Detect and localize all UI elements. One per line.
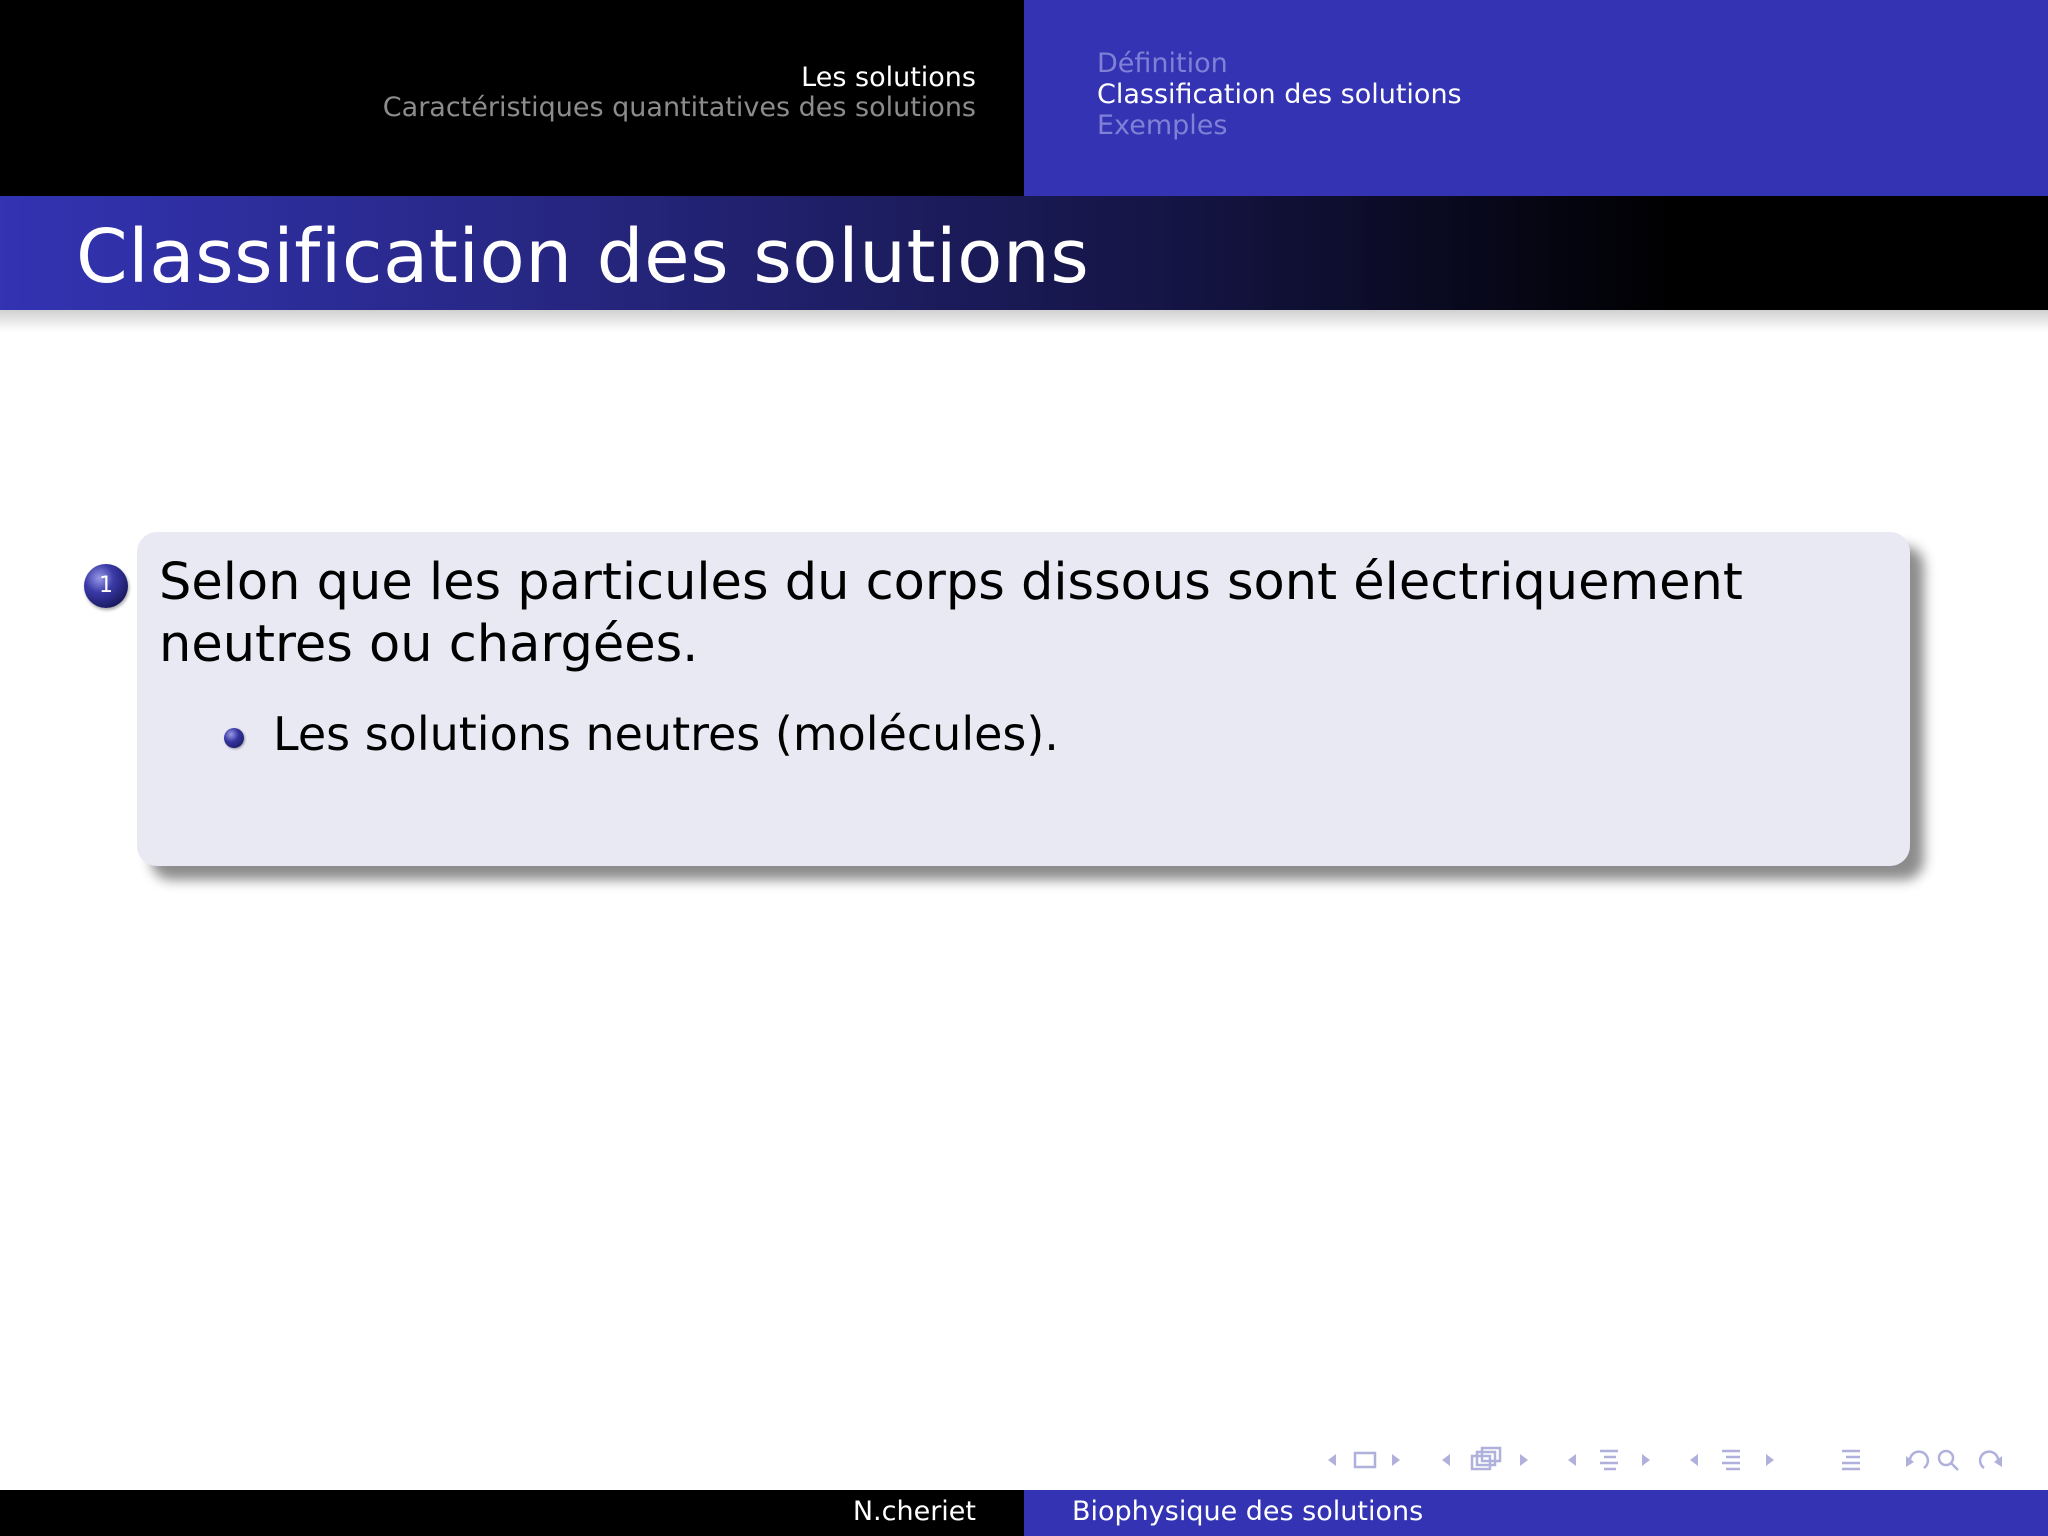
subsection-exemples[interactable]: Exemples [1097, 110, 1228, 141]
subsection-classification[interactable]: Classification des solutions [1097, 79, 1462, 110]
footer-right [1024, 1490, 2048, 1536]
document-icon[interactable] [1842, 1451, 1860, 1469]
subsection-prev-icon[interactable] [1568, 1454, 1576, 1466]
subsection-definition[interactable]: Définition [1097, 48, 1228, 79]
section-next-icon[interactable] [1766, 1454, 1774, 1466]
forward-icon[interactable] [1980, 1452, 1998, 1468]
footer-author: N.cheriet [852, 1496, 976, 1527]
section-prev-icon[interactable] [1690, 1454, 1698, 1466]
bullet-ball-icon [224, 728, 244, 748]
sub-item-text: Les solutions neutres (molécules). [273, 707, 1059, 761]
frame-title: Classification des solutions [76, 214, 1090, 300]
subsection-icon[interactable] [1600, 1451, 1618, 1469]
frame-icon[interactable] [1472, 1448, 1500, 1469]
enumeration-ball-icon: 1 [84, 564, 128, 608]
section-current[interactable]: Les solutions [801, 62, 976, 93]
frame-prev-icon[interactable] [1442, 1454, 1450, 1466]
header-right [1024, 0, 2048, 196]
frame-title-bar [0, 196, 2048, 310]
beamer-navigation-bar [1310, 1440, 2030, 1480]
slide-prev-icon[interactable] [1328, 1454, 1336, 1466]
section-other[interactable]: Caractéristiques quantitatives des solutions [382, 92, 976, 123]
search-icon[interactable] [1939, 1451, 1958, 1470]
slide-icon[interactable] [1355, 1453, 1375, 1467]
back-icon[interactable] [1910, 1452, 1928, 1468]
footer-left [0, 1490, 1024, 1536]
subsection-next-icon[interactable] [1642, 1454, 1650, 1466]
slide-next-icon[interactable] [1392, 1454, 1400, 1466]
section-icon[interactable] [1722, 1451, 1740, 1469]
title-bar-shadow [0, 310, 2048, 332]
frame-next-icon[interactable] [1520, 1454, 1528, 1466]
header-left [0, 0, 1024, 196]
footer-short-title: Biophysique des solutions [1072, 1496, 1424, 1527]
enumerated-item-text: Selon que les particules du corps dissous sont électriquement neutres ou chargées. [159, 553, 1743, 674]
